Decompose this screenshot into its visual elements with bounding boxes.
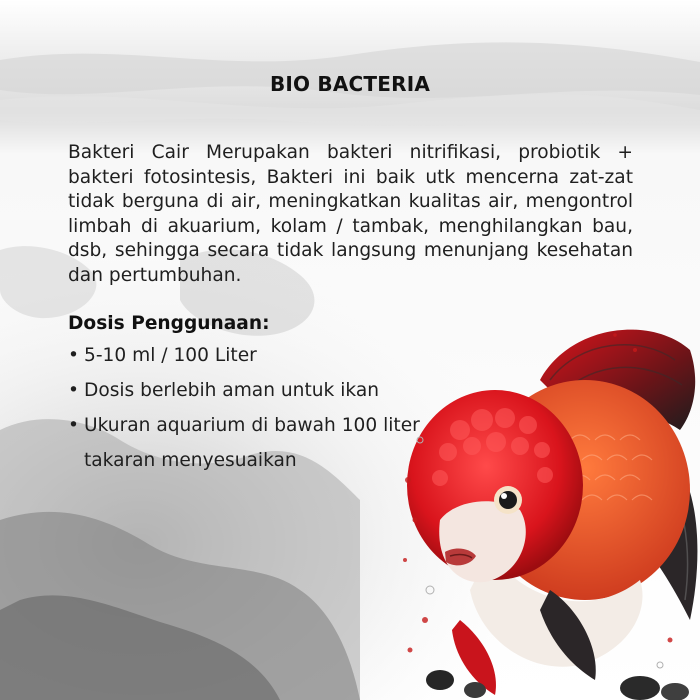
product-title: BIO BACTERIA: [269, 72, 431, 96]
bullet-icon: •: [68, 345, 79, 366]
dosage-item-text: Dosis berlebih aman untuk ikan: [84, 380, 380, 401]
product-description: Bakteri Cair Merupakan bakteri nitrifikasi, probiotik + bakteri fotosintesis, Bakteri ini baik utk mencerna zat-zat tidak berguna di air, meningkatkan kualitas air, mengontrol limbah di akuarium, kolam / tambak, menghilangkan bau, dsb, sehingga secara tidak langsung menunjang kesehatan dan pertumbuhan.: [68, 142, 633, 286]
goldfish-illustration: [400, 320, 700, 700]
dosage-item-text: Ukuran aquarium di bawah 100 liter: [84, 415, 420, 436]
dosage-heading: Dosis Penggunaan:: [68, 313, 270, 334]
dosage-item-continuation: takaran menyesuaikan: [84, 450, 297, 471]
bullet-icon: •: [68, 380, 79, 401]
bullet-icon: •: [68, 415, 79, 436]
dosage-item-text: 5-10 ml / 100 Liter: [84, 345, 257, 366]
